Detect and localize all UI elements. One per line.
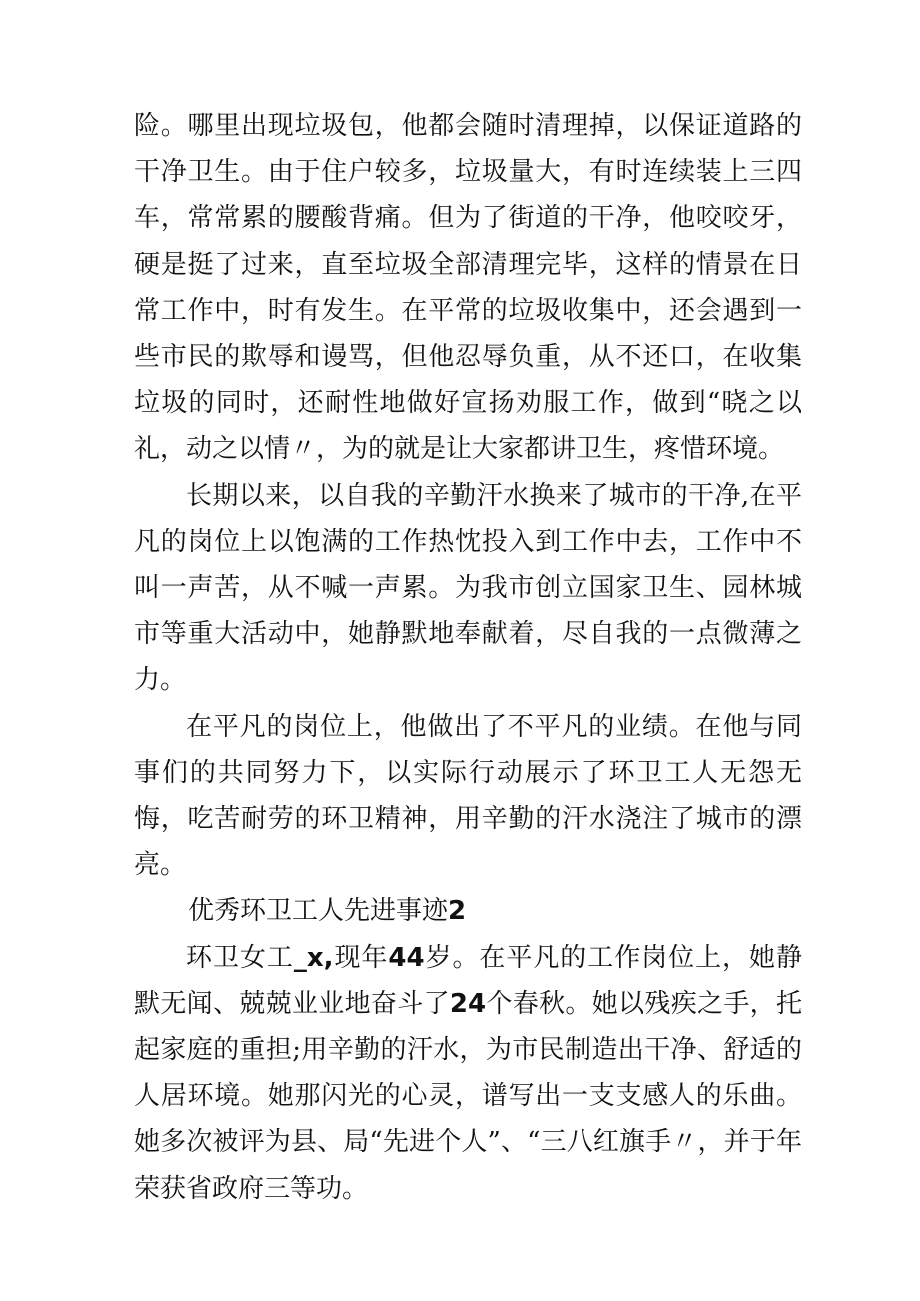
paragraph-4-part-2: 现年 — [333, 942, 389, 973]
paragraph-4-part-4: 个春秋。她以残疾之手，托起家庭的重担;用辛勤的汗水，为市民制造出干净、舒适的人居环境。她那闪光的心灵，谱写出一支支感人的乐曲。她多次被评为县、局“先进个人”、“三八红旗手〃，并于年荣获省政府三等功。 — [134, 988, 802, 1204]
section-heading-number: 2 — [448, 896, 467, 927]
paragraph-4-part-3: 岁。在平凡的工作岗位上，她静默无闻、兢兢业业地奋斗了 — [134, 942, 802, 1019]
document-page — [134, 103, 802, 1212]
paragraph-2: 长期以来，以自我的辛勤汗水换来了城市的干净,在平凡的岗位上以饱满的工作热忱投入到工作中去，工作中不叫一声苦，从不喊一声累。为我市创立国家卫生、园林城市等重大活动中，她静默地奉献着，尽自我的一点微薄之力。 — [134, 480, 802, 696]
years-of-service: 24 — [449, 988, 487, 1019]
section-heading — [134, 888, 802, 934]
worker-name: _x, — [293, 942, 334, 973]
section-heading-text: 优秀环卫工人先进事迹 — [188, 896, 449, 927]
paragraph-1: 险。哪里出现垃圾包，他都会随时清理掉，以保证道路的干净卫生。由于住户较多，垃圾量大，有时连续装上三四车，常常累的腰酸背痛。但为了街道的干净，他咬咬牙，硬是挺了过来，直至垃圾全部清理完毕，这样的情景在日常工作中，时有发生。在平常的垃圾收集中，还会遇到一些市民的欺辱和谩骂，但他忍辱负重，从不还口，在收集垃圾的同时，还耐性地做好宣扬劝服工作，做到“晓之以礼，动之以情〃，为的就是让大家都讲卫生，疼惜环境。 — [134, 111, 802, 465]
worker-age: 44 — [388, 942, 425, 973]
paragraph-3: 在平凡的岗位上，他做出了不平凡的业绩。在他与同事们的共同努力下，以实际行动展示了环卫工人无怨无悔，吃苦耐劳的环卫精神，用辛勤的汗水浇注了城市的漂亮。 — [134, 711, 802, 881]
paragraph-4 — [134, 935, 802, 1212]
paragraph-4-part-1: 环卫女工 — [186, 942, 294, 973]
